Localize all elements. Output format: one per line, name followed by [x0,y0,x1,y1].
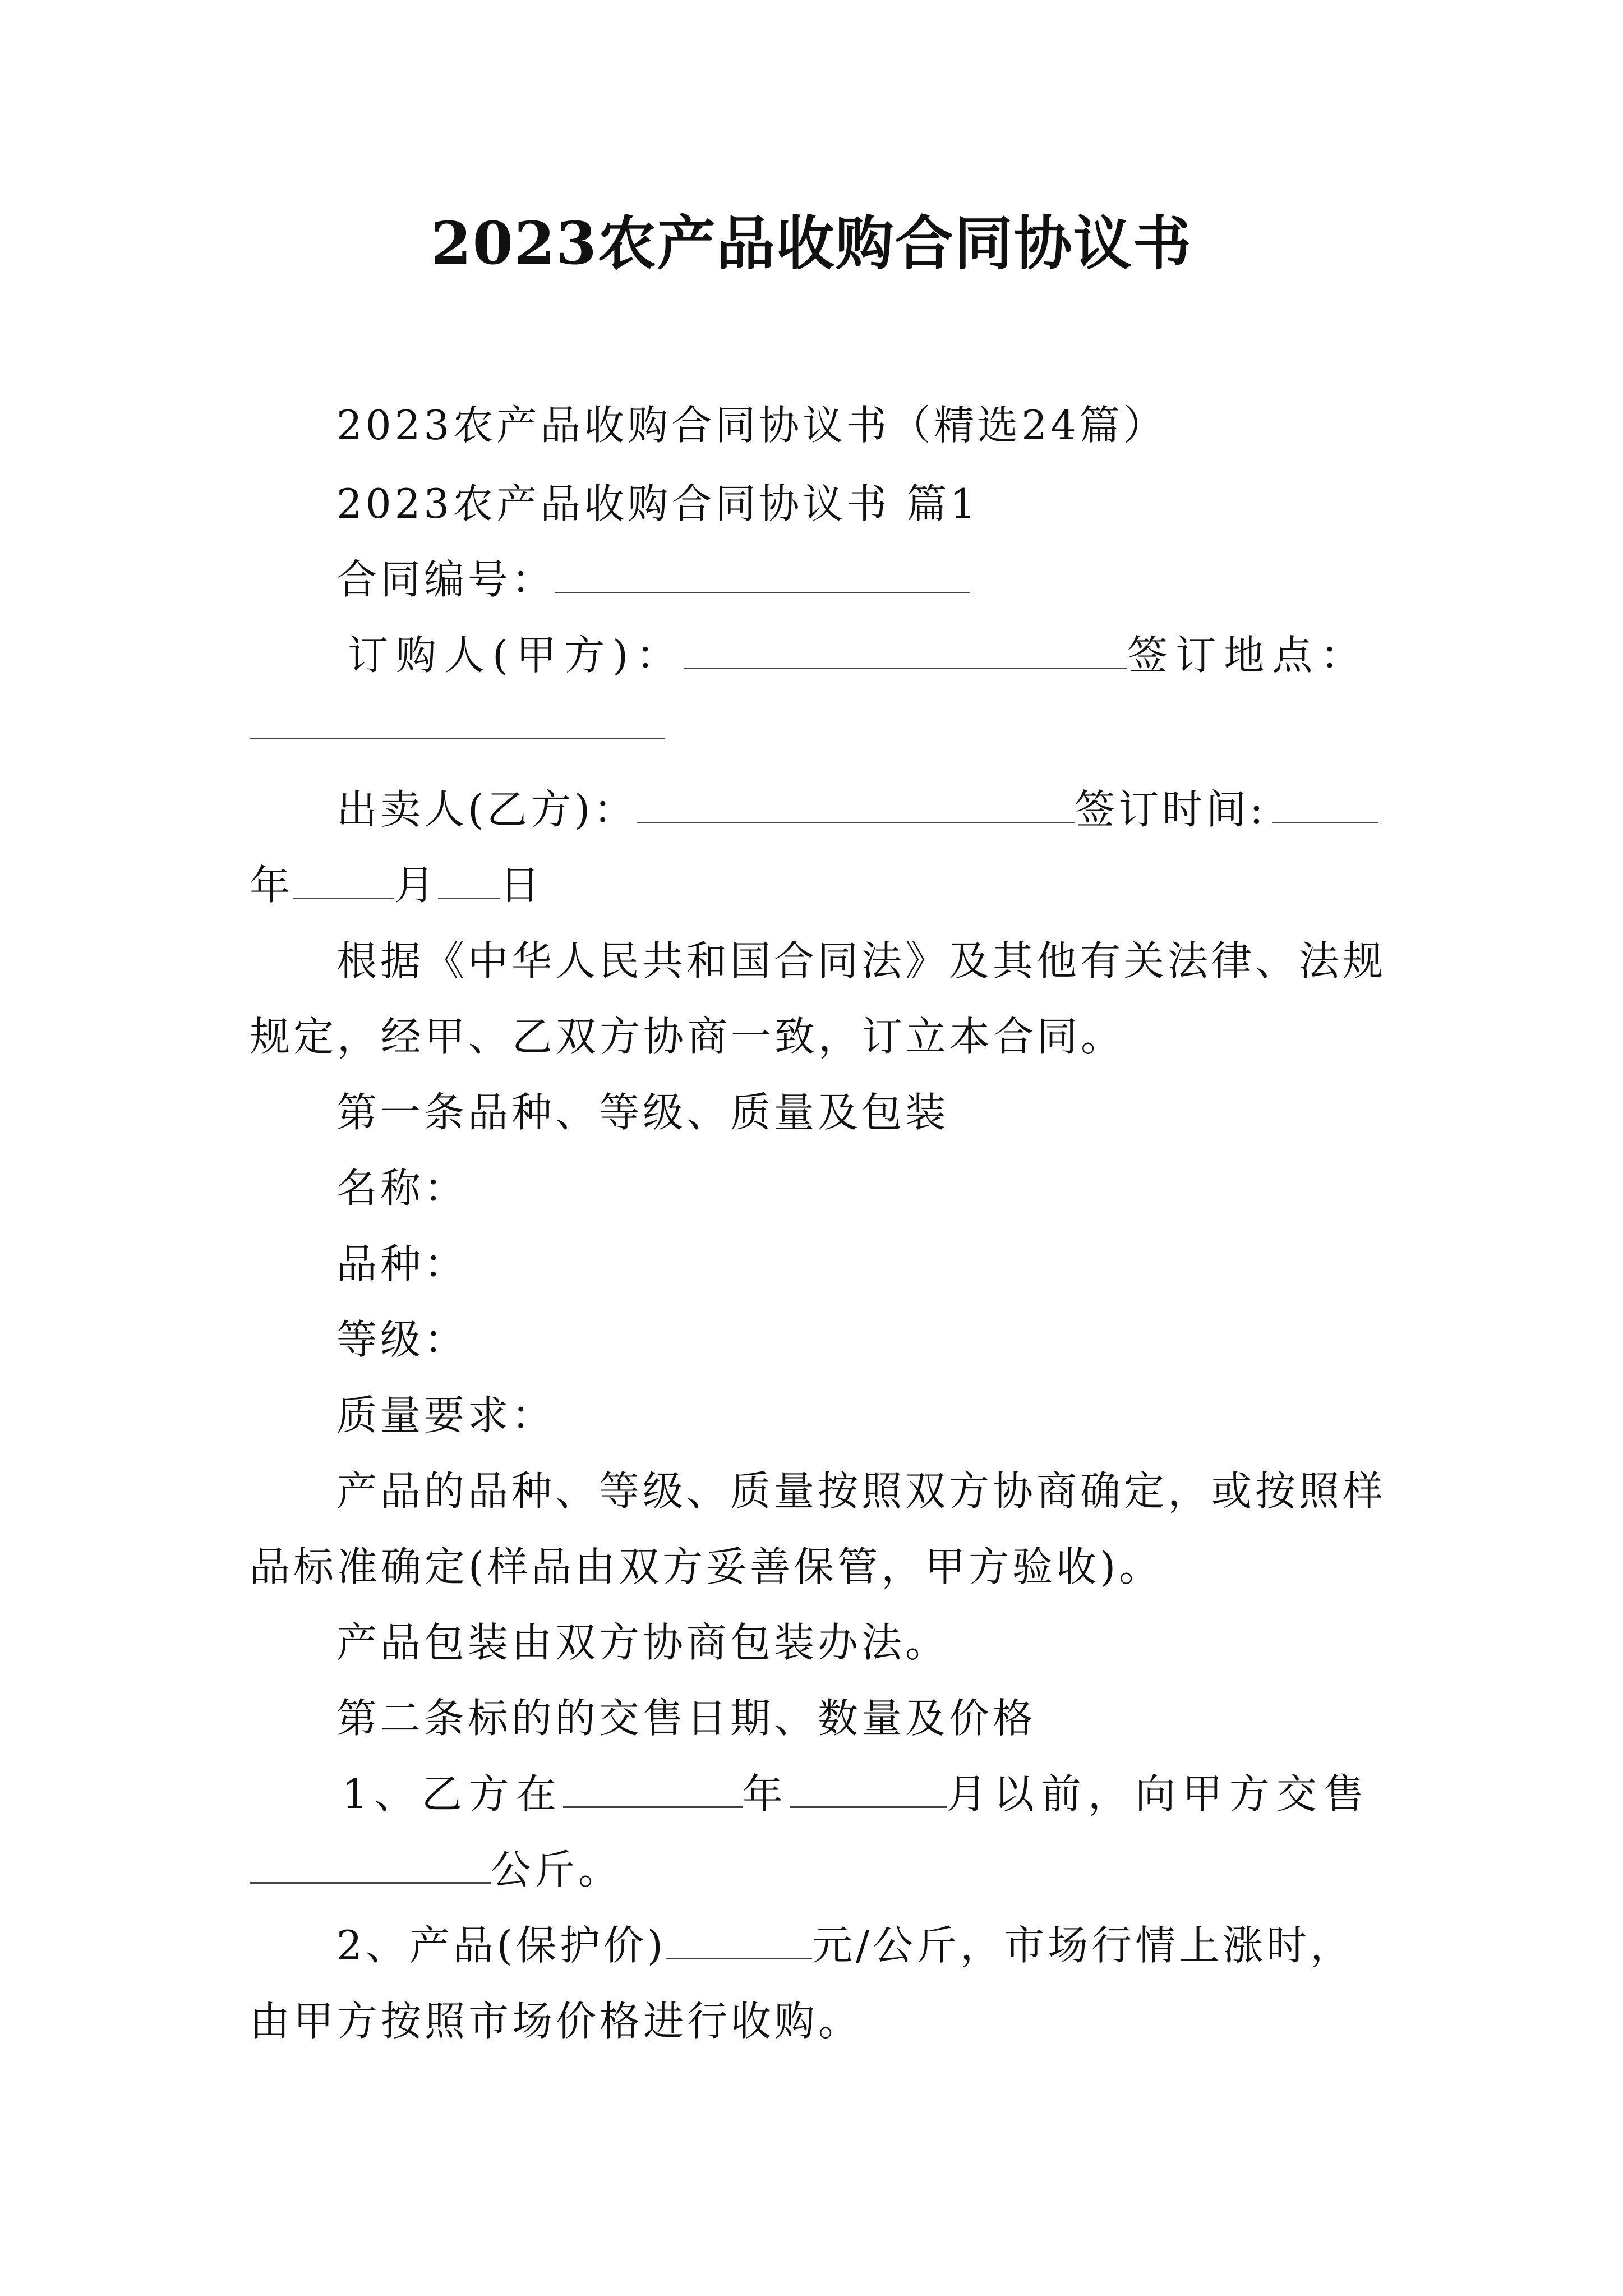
item-1-prefix: 1、乙方在 [342,1770,563,1818]
item-1-suffix: 月以前，向甲方交售 [946,1770,1371,1818]
month-label: 月 [394,862,439,909]
buyer-line [348,623,1368,681]
quality-text-2: 品标准确定(样品由双方妥善保管，甲方验收)。 [250,1543,1163,1590]
sign-year-blank [1272,785,1378,823]
quality-label: 质量要求： [336,1392,556,1439]
item-2-prefix: 2、产品(保护价) [336,1922,666,1969]
item-1-line [342,1761,1371,1820]
grade-label: 等级： [336,1316,468,1363]
variety-label: 品种： [336,1240,468,1287]
date-line [250,853,543,911]
sign-place-blank [250,701,665,739]
item-1-quantity-line [250,1837,622,1895]
name-label: 名称： [336,1165,468,1212]
sign-time-label: 签订时间: [1075,786,1267,833]
day-blank [438,861,500,899]
seller-label: 出卖人(乙方)： [336,786,638,833]
part-heading: 2023农产品收购合同协议书 篇1 [336,480,979,527]
contract-number-line [336,547,970,605]
buyer-blank [684,631,1127,669]
seller-blank [637,785,1075,823]
item-1-month-blank [790,1770,947,1808]
item-2-line [336,1913,1354,1971]
seller-line [336,777,1378,835]
item-1-year-blank [563,1770,743,1808]
item-1-unit: 公斤。 [491,1846,623,1893]
document-title: 2023农产品收购合同协议书 [431,209,1192,278]
contract-number-label: 合同编号： [336,556,556,603]
sign-place-label: 签订地点： [1127,632,1369,679]
item-2-suffix: 元/公斤，市场行情上涨时， [812,1922,1354,1969]
quality-text-1: 产品的品种、等级、质量按照双方协商确定，或按照样 [336,1467,1387,1515]
article-2-heading: 第二条标的的交售日期、数量及价格 [336,1695,1037,1742]
item-1-quantity-blank [250,1846,491,1884]
buyer-label: 订购人(甲方)： [348,632,685,679]
subtitle: 2023农产品收购合同协议书（精选24篇） [336,402,1167,449]
day-label: 日 [500,862,544,909]
contract-number-blank [555,555,970,593]
item-2-price-blank [666,1921,812,1959]
month-blank [293,861,394,899]
item-2-continuation: 由甲方按照市场价格进行收购。 [250,1998,863,2045]
year-label: 年 [250,862,294,909]
sign-place-line [250,701,665,749]
article-1-heading: 第一条品种、等级、质量及包装 [336,1089,949,1136]
packaging-text: 产品包装由双方协商包装办法。 [336,1619,949,1666]
basis-line-2: 规定，经甲、乙双方协商一致，订立本合同。 [250,1013,1125,1060]
item-1-year-label: 年 [742,1770,790,1818]
basis-line-1: 根据《中华人民共和国合同法》及其他有关法律、法规 [336,937,1387,984]
